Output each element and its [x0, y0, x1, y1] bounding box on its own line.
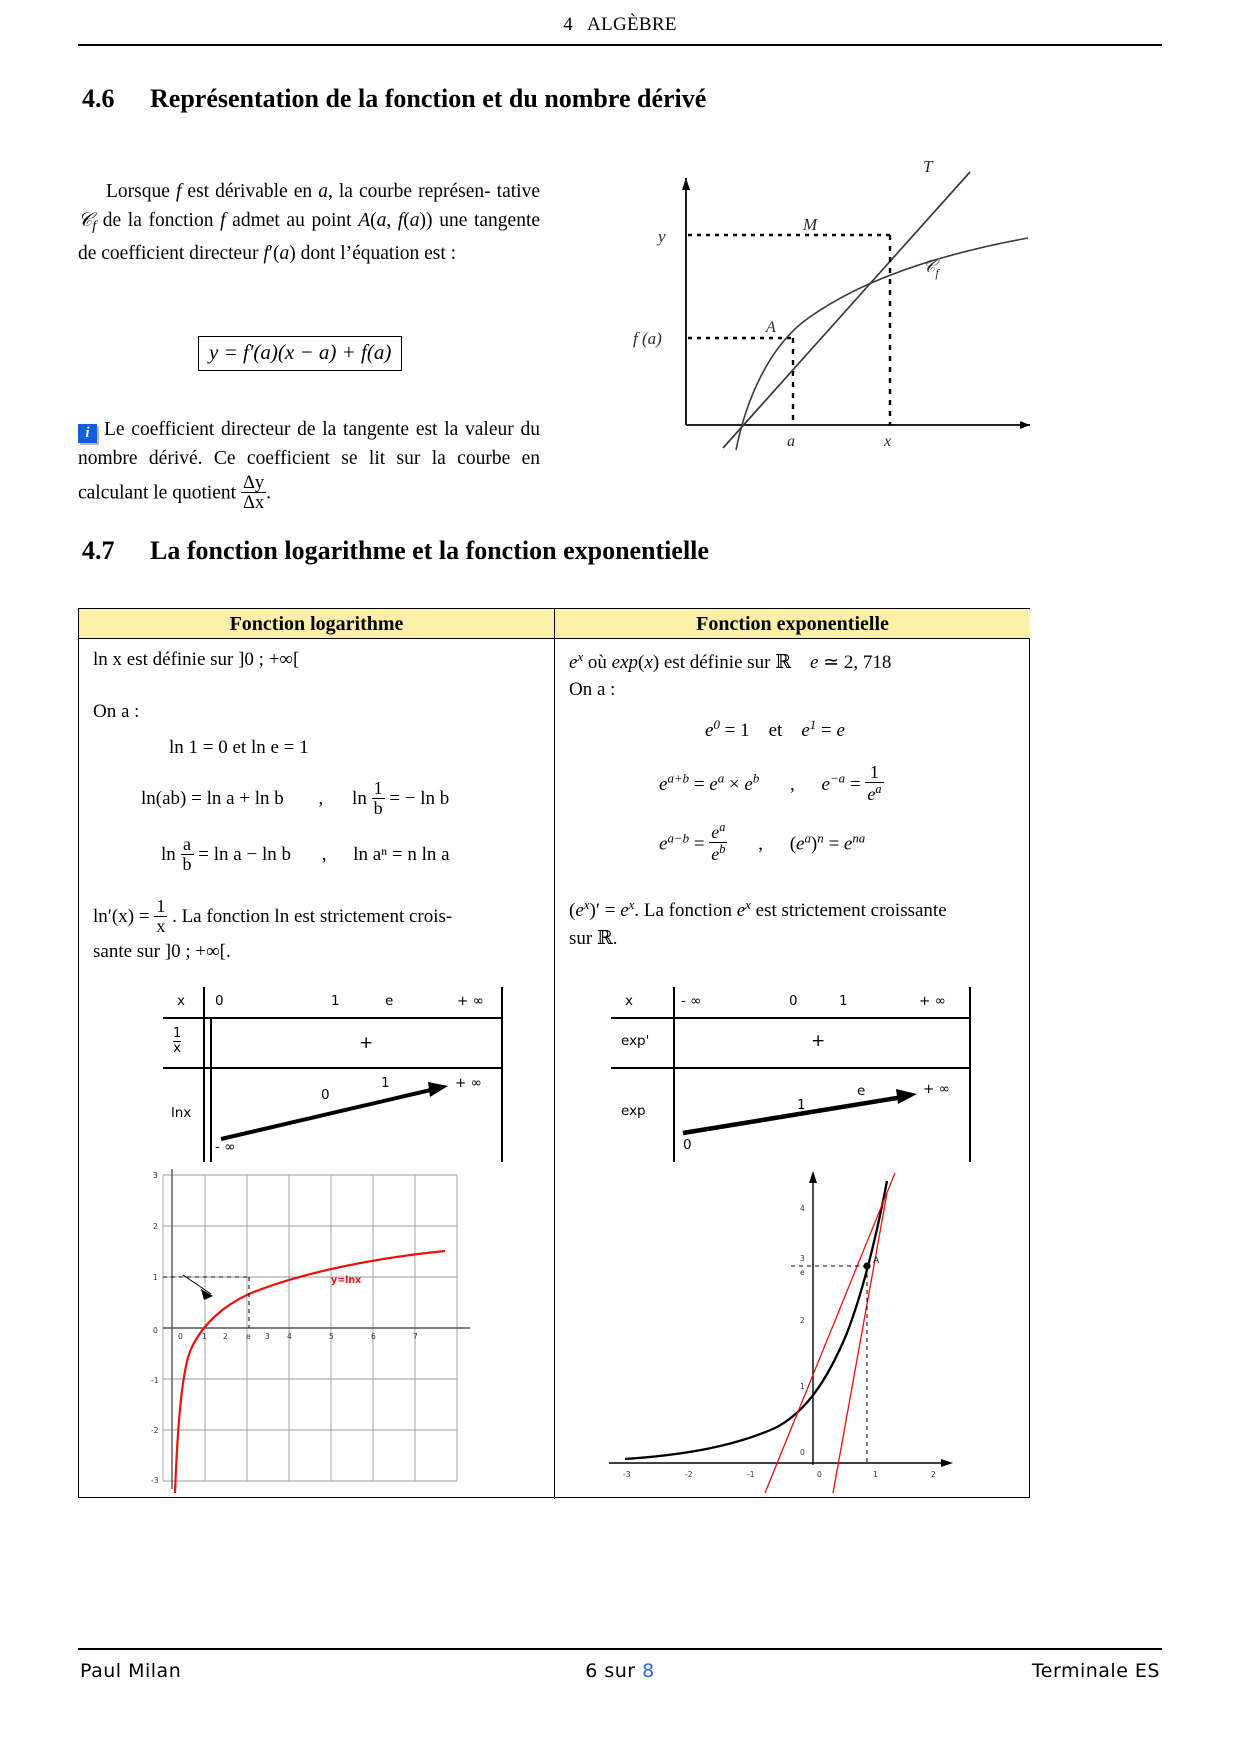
svg-text:0: 0 [817, 1470, 822, 1479]
vln-row2-num: 1 [173, 1026, 182, 1041]
svg-text:6: 6 [371, 1332, 376, 1341]
section-heading-46 [82, 84, 706, 114]
footer-page-total: 8 [642, 1660, 655, 1682]
ln-frac3-den: x [156, 915, 166, 936]
exp-domain: $e^x$ où exp(x) est définie sur ℝ e ≃ 2, 718 [569, 649, 892, 674]
ln-fraction-1-over-x [154, 897, 167, 936]
section-heading-47 [82, 536, 709, 566]
svg-text:-1: -1 [151, 1376, 159, 1385]
tangent-equation-box [198, 336, 402, 371]
footer-author: Paul Milan [80, 1660, 182, 1682]
figure-label-Cf: 𝒞$_f$ [923, 257, 939, 280]
svg-text:3: 3 [265, 1332, 270, 1341]
figure-label-x: x [884, 433, 892, 450]
vexp-row3-label: exp [621, 1103, 646, 1119]
graphe-exponentielle [595, 1163, 965, 1493]
figure-label-fa: f (a) [633, 329, 662, 348]
delta-y: Δy [242, 472, 265, 493]
table-header-logarithme: Fonction logarithme [79, 609, 554, 639]
header-chapter-title: ALGÈBRE [587, 14, 677, 35]
svg-text:-1: -1 [747, 1470, 755, 1479]
ln-fraction-a-over-b [181, 835, 194, 874]
section-title-47: La fonction logarithme et la fonction exponentielle [150, 536, 709, 565]
svg-text:-2: -2 [151, 1426, 159, 1435]
ln-curve [175, 1251, 445, 1493]
exp-ona: On a : [569, 679, 616, 700]
svg-text:2: 2 [800, 1316, 805, 1325]
variation-table-exp [611, 987, 971, 1162]
svg-text:3: 3 [800, 1254, 805, 1263]
note-text-end: . [266, 482, 272, 504]
svg-text:3: 3 [153, 1171, 158, 1180]
section-title-46: Représentation de la fonction et du nombre dérivé [150, 84, 707, 113]
svg-text:2: 2 [223, 1332, 228, 1341]
vexp-x-minf: - ∞ [681, 993, 702, 1009]
vexp-row2-label: exp' [621, 1033, 650, 1049]
svg-text:4: 4 [287, 1332, 292, 1341]
ln-formula-3a-pre: ln [161, 844, 176, 866]
footer-rule [78, 1648, 1162, 1650]
ln-frac3-num: 1 [156, 896, 166, 916]
vexp-row2-sign: + [811, 1031, 826, 1051]
exp-fraction-1-over-ea: $\frac{1}{e^a}$ [867, 762, 882, 804]
svg-text:1: 1 [873, 1470, 878, 1479]
ln-formula-2b-post: = − ln b [389, 788, 450, 810]
exp-formula-2: $e^{a+b} = e^a \times e^b$ , $e^{-a}$ = $\frac{1}{e^a}$ [659, 762, 882, 804]
exp-formula-1: $e^0 = 1$ et $e^1 = e$ [705, 717, 845, 742]
intro-line-4: l’équation est : [340, 242, 457, 264]
ln-formula-3a-post: = ln a − ln b [198, 844, 291, 866]
svg-text:-3: -3 [151, 1476, 159, 1485]
ln-formula-2 [141, 779, 449, 818]
vln-x-0: 0 [215, 993, 224, 1009]
column-exponentielle [555, 639, 1030, 1497]
footer-level: Terminale ES [1031, 1660, 1160, 1682]
delta-fraction [241, 473, 266, 513]
ln-formula-3 [161, 835, 450, 874]
vln-y-1: 1 [381, 1075, 390, 1091]
ln-formula-2-sep: , [318, 788, 324, 810]
vln-x-inf: + ∞ [457, 993, 484, 1009]
info-icon: i [78, 424, 97, 443]
ln-frac2-num: a [181, 835, 194, 855]
tangent-equation: y = f′(a)(x − a) + f(a) [209, 340, 392, 364]
section-number-47: 4.7 [82, 536, 115, 565]
svg-text:1: 1 [202, 1332, 207, 1341]
vln-row1-label: x [177, 993, 185, 1009]
vexp-y-inf: + ∞ [923, 1081, 950, 1097]
vln-x-1: 1 [331, 993, 340, 1009]
tangent-line-1 [765, 1173, 895, 1493]
figure-label-M: M [803, 215, 818, 234]
exp-curve [625, 1181, 887, 1459]
svg-text:5: 5 [329, 1332, 334, 1341]
column-logarithme [79, 639, 554, 1497]
graphe-logarithme [145, 1163, 493, 1493]
svg-text:e: e [800, 1268, 805, 1277]
vln-row2-sign: + [359, 1033, 374, 1053]
ln-domain: ln x est définie sur ]0 ; +∞[ [93, 649, 300, 670]
svg-text:4: 4 [800, 1204, 805, 1213]
note-paragraph [78, 415, 540, 513]
svg-text:7: 7 [413, 1332, 418, 1341]
ln-derivative [93, 897, 553, 936]
intro-paragraph [78, 178, 540, 268]
variation-table-ln [163, 987, 503, 1162]
intro-line-1: Lorsque f est dérivable en a, la courbe représen- [106, 181, 491, 202]
ln-curve-annotation: y=lnx [331, 1275, 362, 1286]
svg-text:1: 1 [800, 1382, 805, 1391]
vexp-x-0: 0 [789, 993, 798, 1009]
comparison-table [78, 608, 1030, 1498]
ln-frac2-den: b [182, 853, 192, 874]
intro-line-2: tative 𝒞$_f$ de la fonction f admet au point A(a, f(a)) [78, 181, 540, 234]
vexp-x-1: 1 [839, 993, 848, 1009]
ln-ona: On a : [93, 701, 140, 722]
footer-page-prefix: 6 sur [585, 1660, 643, 1682]
vln-arrow [163, 987, 503, 1162]
ln-formula-1: ln 1 = 0 et ln e = 1 [169, 737, 309, 758]
vexp-row1-label: x [625, 993, 633, 1009]
svg-text:2: 2 [153, 1222, 158, 1231]
ln-derivative-pre: ln′(x) = [93, 906, 150, 928]
svg-text:2: 2 [931, 1470, 936, 1479]
ln-formula-2a: ln(ab) = ln a + ln b [141, 788, 284, 810]
exp-point-label: A [873, 1256, 880, 1266]
exp-fraction-ea-over-eb: $\frac{e^a}{e^b}$ [711, 820, 726, 864]
ln-formula-3b: ln aⁿ = n ln a [353, 844, 450, 866]
vln-y-inf: + ∞ [455, 1075, 482, 1091]
section-number-46: 4.6 [82, 84, 115, 113]
vexp-x-inf: + ∞ [919, 993, 946, 1009]
vln-x-e: e [385, 993, 394, 1009]
vexp-y-e: e [857, 1083, 866, 1099]
ln-derivative-post: . La fonction ln est strictement crois- [172, 906, 453, 928]
figure-label-y: y [658, 227, 666, 246]
tangent-figure [618, 150, 1038, 450]
svg-text:0: 0 [800, 1448, 805, 1457]
figure-label-T: T [923, 157, 933, 176]
svg-text:-2: -2 [685, 1470, 693, 1479]
ln-frac-den: b [373, 797, 383, 818]
vln-row2-den: x [173, 1040, 181, 1056]
ln-formula-3-sep: , [321, 844, 327, 866]
svg-text:-3: -3 [623, 1470, 631, 1479]
note-text: Le coefficient directeur de la tangente est la valeur du nombre dérivé. Ce coefficient se lit sur la courbe en calculant le quotient [78, 419, 540, 504]
exp-derivative-line2: sur ℝ. [569, 927, 618, 949]
svg-text:e: e [246, 1332, 251, 1341]
delta-x: Δx [242, 492, 265, 514]
svg-text:1: 1 [153, 1273, 158, 1282]
intro-line-3: une tangente de coefficient directeur f′(a) dont [78, 209, 541, 264]
exp-formula-3: $e^{a-b}$ = $\frac{e^a}{e^b}$ , $(e^a)^n = e^{na}$ [659, 820, 866, 864]
svg-text:0: 0 [178, 1332, 183, 1341]
ln-fraction-1-over-b [372, 779, 385, 818]
figure-label-A: A [766, 319, 776, 336]
vexp-y-1: 1 [797, 1097, 806, 1113]
ln-formula-2b-pre: ln [352, 788, 367, 810]
table-header-exponentielle: Fonction exponentielle [555, 609, 1030, 639]
ln-derivative-line2: sante sur ]0 ; +∞[. [93, 941, 231, 962]
exp-derivative-line1: $(e^x)' = e^x$. La fonction $e^x$ est strictement croissante [569, 897, 947, 922]
point-A [863, 1262, 870, 1269]
header-chapter-number: 4 [563, 14, 574, 35]
vexp-arrow [611, 987, 971, 1162]
figure-label-a: a [787, 433, 795, 450]
vln-row3-label: lnx [171, 1105, 192, 1121]
tangent-line-2 [833, 1193, 887, 1493]
page-header [78, 14, 1162, 36]
vln-y-minf: - ∞ [215, 1139, 236, 1155]
vln-y-0: 0 [321, 1087, 330, 1103]
vexp-y-0: 0 [683, 1137, 692, 1153]
header-rule [78, 44, 1162, 46]
ln-frac-num: 1 [373, 778, 383, 798]
svg-text:0: 0 [153, 1326, 158, 1335]
